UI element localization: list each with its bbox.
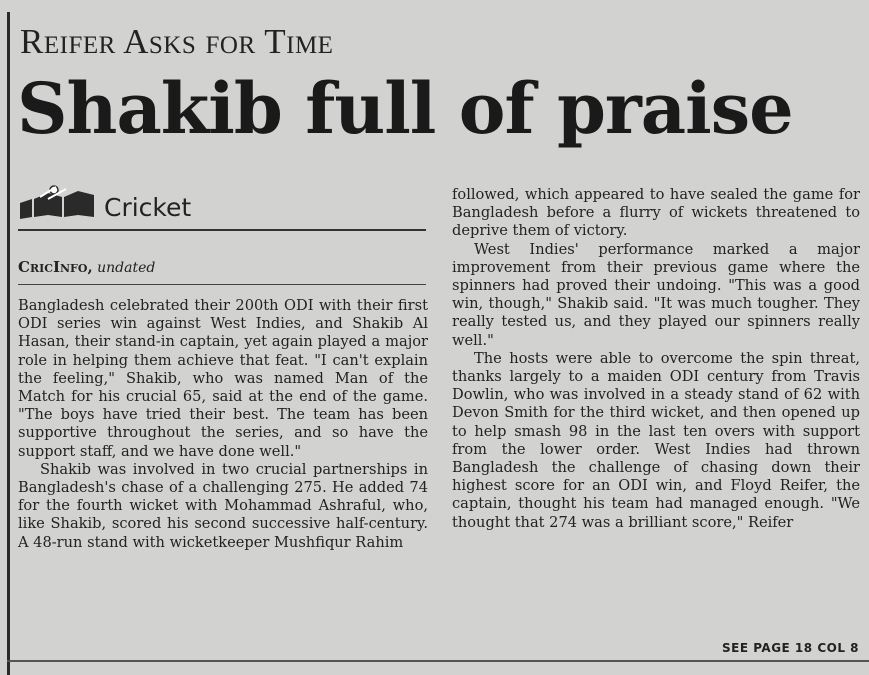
paragraph: followed, which appeared to have sealed the game for Bangladesh before a flurry of wickets threatened to deprive them of victory.	[452, 186, 860, 240]
cricket-bat-ball-icon	[18, 185, 98, 229]
paragraph: Bangladesh celebrated their 200th ODI with their first ODI series win against West Indies, and Shakib Al Hasan, their stand-in captain, yet again played a major role in helping them achieve that feat. "I can't explain the feeling," Shakib, who was named Man of the Match for his crucial 65, said at the end of the game. "The boys have tried their best. The team has been supportive throughout the series, and so have the support staff, and we have done well."	[18, 297, 428, 460]
bottom-rule	[7, 660, 869, 662]
paragraph: West Indies' performance marked a major improvement from their previous game where the spinners had proved their undoing. "This was a good win, though," Shakib said. "It was much tougher. They really tested us, and they played our spinners really well."	[452, 240, 860, 349]
section-tag	[18, 185, 191, 229]
jump-line: SEE PAGE 18 COL 8	[722, 641, 859, 655]
paragraph: The hosts were able to overcome the spin threat, thanks largely to a maiden ODI century from Travis Dowlin, who was involved in a steady stand of 62 with Devon Smith for the third wicket, and then opened up to help smash 98 in the last ten overs with support from the lower order. West Indies had thrown Bangladesh the challenge of chasing down their highest score for an ODI win, and Floyd Reifer, the captain, thought his team had managed enough. "We thought that 274 was a brilliant score," Reifer	[452, 349, 860, 531]
source-line	[18, 258, 155, 276]
article-column-2	[452, 186, 860, 532]
source-agency: CricInfo,	[18, 258, 93, 276]
kicker-headline: Reifer Asks for Time	[20, 22, 334, 61]
section-label: Cricket	[104, 192, 192, 222]
article-column-1	[18, 297, 428, 552]
paragraph: Shakib was involved in two crucial partnerships in Bangladesh's chase of a challenging 275. He added 74 for the fourth wicket with Mohammad Ashraful, who, like Shakib, scored his second successive half-century. A 48-run stand with wicketkeeper Mushfiqur Rahim	[18, 460, 428, 551]
source-date: undated	[97, 260, 156, 276]
section-rule	[18, 229, 426, 231]
headline: Shakib full of praise	[17, 67, 793, 150]
left-column-rule	[7, 12, 10, 675]
source-rule	[18, 284, 426, 285]
